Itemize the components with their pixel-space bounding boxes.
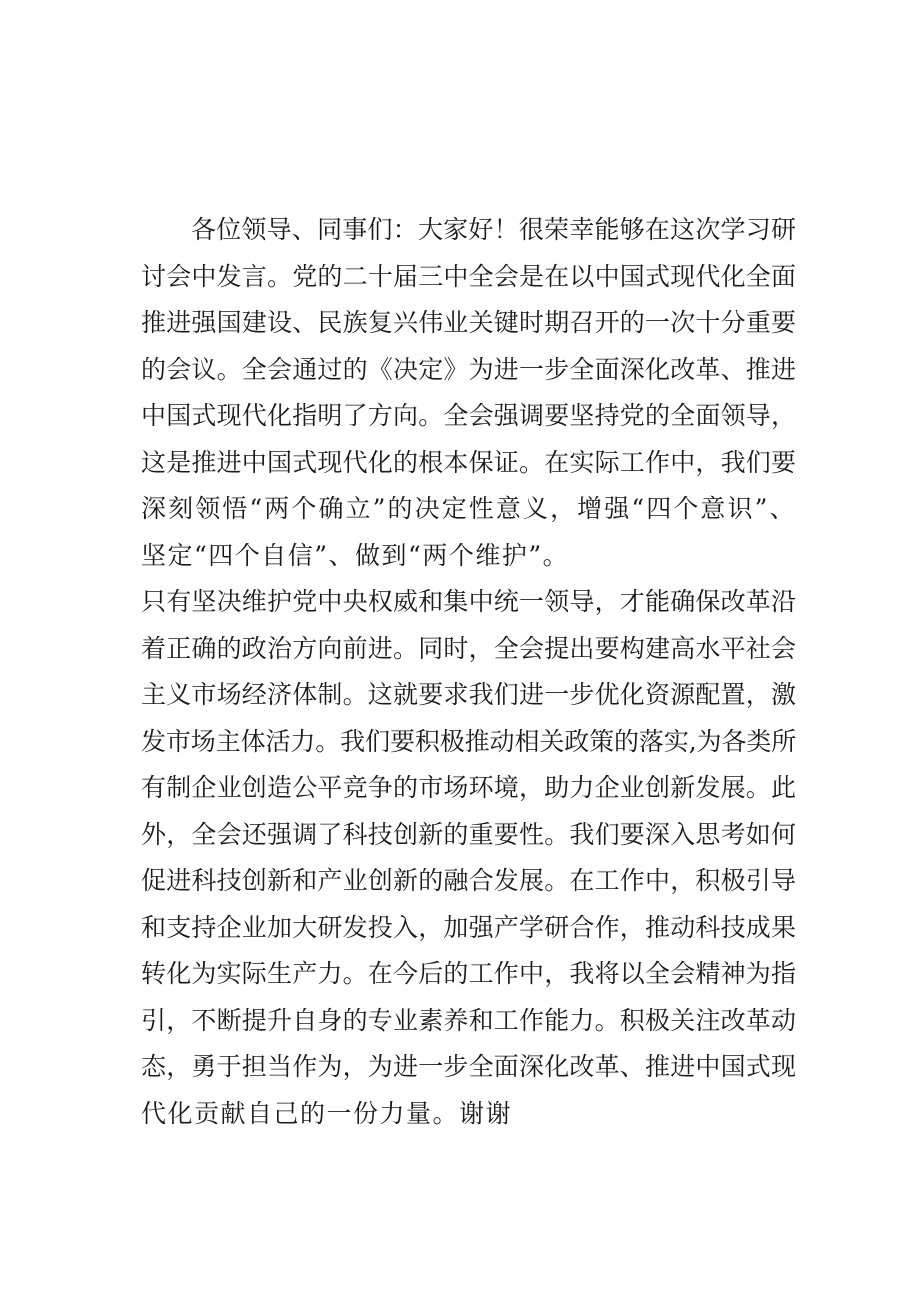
text-line: 态，勇于担当作为，为进一步全面深化改革、推进中国式现 xyxy=(141,1052,796,1081)
text-line: 中国式现代化指明了方向。全会强调要坚持党的全面领导， xyxy=(141,401,796,430)
text-line: 着正确的政治方向前进。同时，全会提出要构建高水平社会 xyxy=(141,633,796,663)
text-line: 讨会中发言。党的二十届三中全会是在以中国式现代化全面 xyxy=(141,261,796,291)
text-line: 有制企业创造公平竞争的市场环境，助力企业创新发展。此 xyxy=(141,773,796,802)
text-line: 深刻领悟“两个确立”的决定性意义，增强“四个意识”、 xyxy=(141,494,796,523)
text-line: 代化贡献自己的一份力量。谢谢 xyxy=(141,1098,513,1128)
text-line: 坚定“四个自信”、做到“两个维护”。 xyxy=(141,540,570,570)
text-line: 和支持企业加大研发投入，加强产学研合作，推动科技成果 xyxy=(141,912,796,942)
speech-text xyxy=(141,207,796,1137)
text-line: 促进科技创新和产业创新的融合发展。在工作中，积极引导 xyxy=(141,866,796,895)
text-line: 转化为实际生产力。在今后的工作中，我将以全会精神为指 xyxy=(141,959,796,988)
text-line: 这是推进中国式现代化的根本保证。在实际工作中，我们要 xyxy=(141,447,796,477)
text-line: 发市场主体活力。我们要积极推动相关政策的落实,为各类所 xyxy=(141,726,796,756)
text-line: 的会议。全会通过的《决定》为进一步全面深化改革、推进 xyxy=(141,354,796,384)
text-line: 各位领导、同事们：大家好！很荣幸能够在这次学习研 xyxy=(191,215,796,244)
paragraph-2 xyxy=(141,579,796,1137)
text-line: 只有坚决维护党中央权威和集中统一领导，才能确保改革沿 xyxy=(141,587,796,616)
text-line: 推进强国建设、民族复兴伟业关键时期召开的一次十分重要 xyxy=(141,308,796,337)
text-line: 外，全会还强调了科技创新的重要性。我们要深入思考如何 xyxy=(141,819,796,849)
text-line: 主义市场经济体制。这就要求我们进一步优化资源配置，激 xyxy=(141,680,796,709)
text-line: 引，不断提升自身的专业素养和工作能力。积极关注改革动 xyxy=(141,1005,796,1035)
paragraph-1 xyxy=(141,207,796,579)
